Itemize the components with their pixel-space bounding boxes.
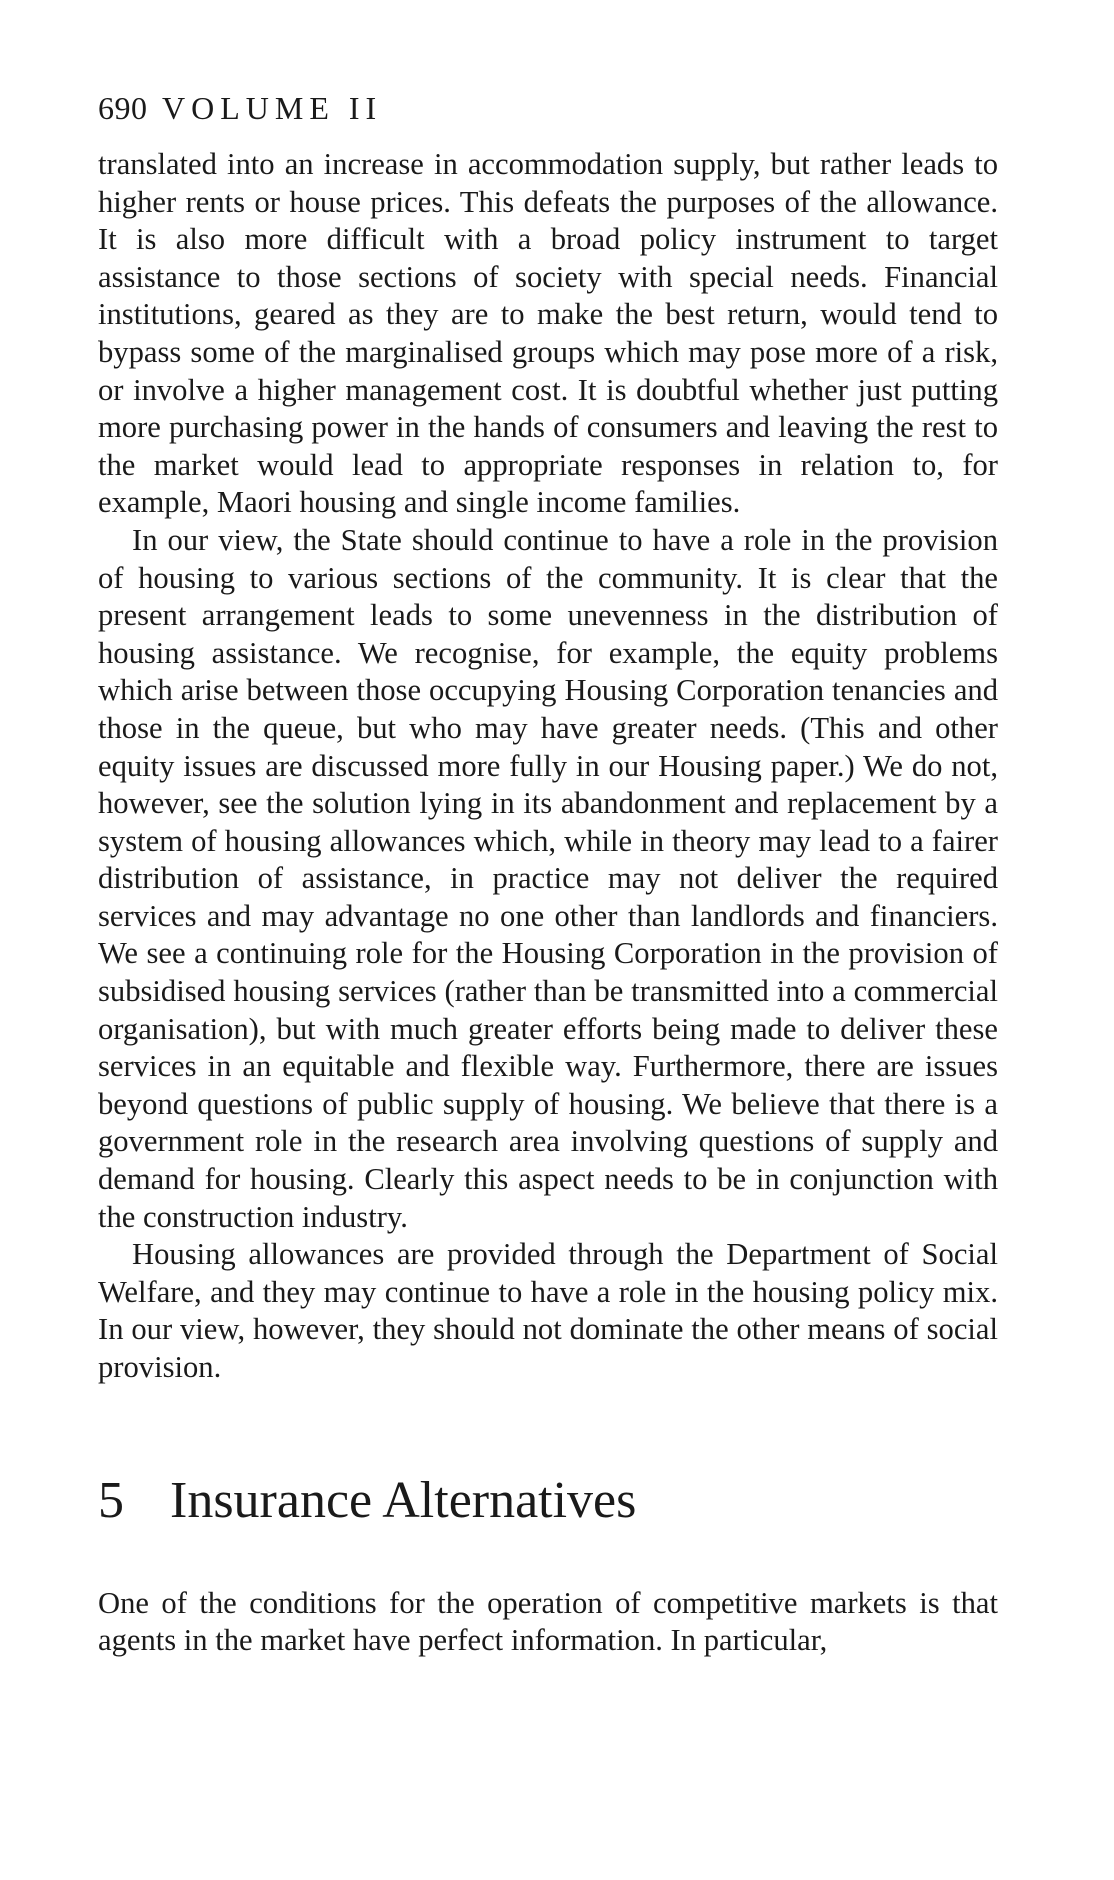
document-page <box>98 88 998 1660</box>
volume-label: VOLUME II <box>162 90 383 126</box>
section-title: Insurance Alternatives <box>170 1471 637 1529</box>
paragraph-housing-allowances: Housing allowances are provided through the Department of Social Welfare, and they may continue to have a role in the housing policy mix. In our view, however, they should not dominate the other means of social provision. <box>98 1237 998 1384</box>
section-number: 5 <box>98 1471 124 1529</box>
page-number: 690 <box>98 90 148 126</box>
paragraph-insurance-intro: One of the conditions for the operation of competitive markets is that agents in the market have perfect information. In particular, <box>98 1585 998 1658</box>
paragraph-allowance-effects: translated into an increase in accommodation supply, but rather leads to higher rents or house prices. This defeats the purposes of the allowance. It is also more difficult with a broad policy instrument to target assistance to those sections of society with special needs. Financial institutions, geared as they are to make the best return, would tend to bypass some of the marginalised groups which may pose more of a risk, or involve a higher management cost. It is doubtful whether just putting more purchasing power in the hands of consumers and leaving the rest to the market would lead to appropriate responses in relation to, for example, Maori housing and single income families. <box>98 147 998 520</box>
section-heading <box>98 1471 998 1531</box>
running-head <box>98 88 998 128</box>
paragraph-state-role: In our view, the State should continue to have a role in the provision of housing to various sections of the community. It is clear that the present arrangement leads to some unevenness in the distribution of housing assistance. We recognise, for example, the equity problems which arise between those occupying Housing Corporation tenancies and those in the queue, but who may have greater needs. (This and other equity issues are discussed more fully in our Housing paper.) We do not, however, see the solution lying in its abandonment and replacement by a system of housing allowances which, while in theory may lead to a fairer distribution of assistance, in practice may not deliver the required services and may advantage no one other than landlords and financiers. We see a continuing role for the Housing Corporation in the provision of subsidised housing services (rather than be transmitted into a commercial organisation), but with much greater efforts being made to deliver these services in an equitable and flexible way. Furthermore, there are issues beyond questions of public supply of housing. We believe that there is a government role in the research area involving questions of supply and demand for housing. Clearly this aspect needs to be in conjunction with the construction industry. <box>98 522 998 1234</box>
